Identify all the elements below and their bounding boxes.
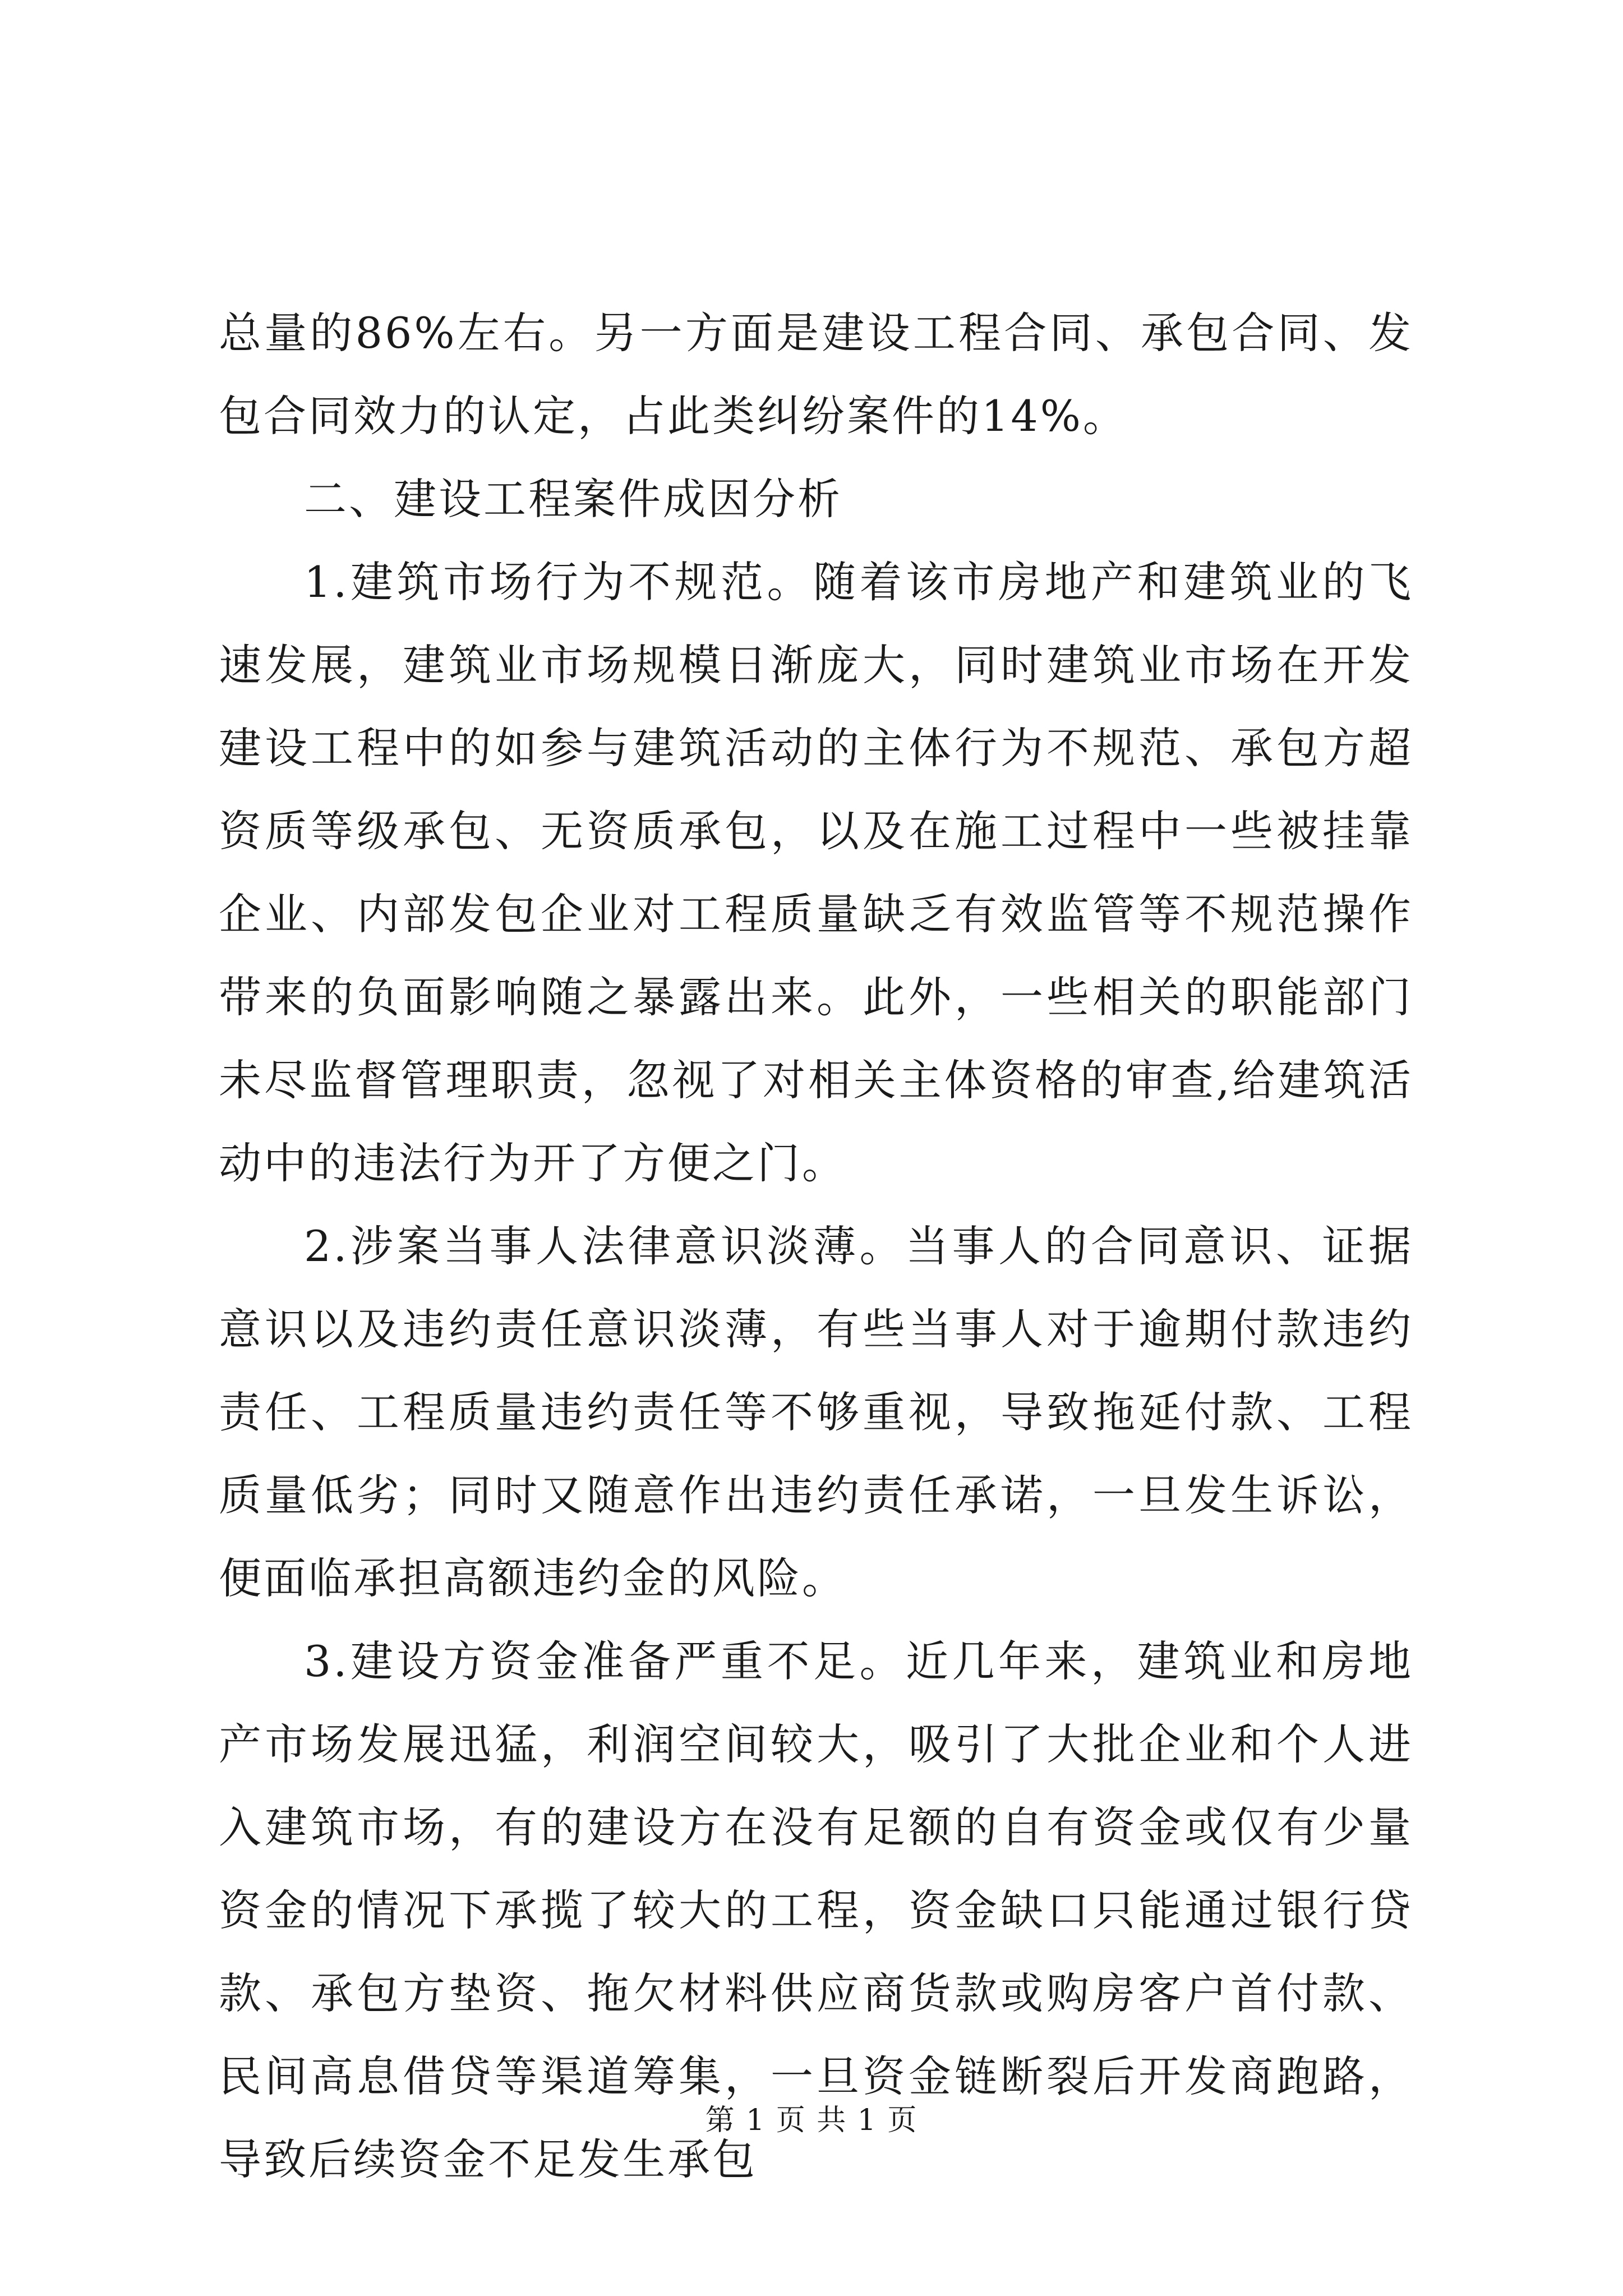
paragraph-point-2: 2.涉案当事人法律意识淡薄。当事人的合同意识、证据意识以及违约责任意识淡薄，有些当事人对于逾期付款违约责任、工程质量违约责任等不够重视，导致拖延付款、工程质量低劣；同时又随意作出违约责任承诺，一旦发生诉讼，便面临承担高额违约金的风险。 [219, 1221, 1413, 1603]
section-heading: 二、建设工程案件成因分析 [304, 474, 842, 524]
paragraph-point-1: 1.建筑市场行为不规范。随着该市房地产和建筑业的飞速发展，建筑业市场规模日渐庞大，同时建筑业市场在开发建设工程中的如参与建筑活动的主体行为不规范、承包方超资质等级承包、无资质承包，以及在施工过程中一些被挂靠企业、内部发包企业对工程质量缺乏有效监管等不规范操作带来的负面影响随之暴露出来。此外，一些相关的职能部门未尽监督管理职责，忽视了对相关主体资格的审查,给建筑活动中的违法行为开了方便之门。 [219, 557, 1413, 1188]
document-body [219, 292, 1413, 2201]
paragraph-point-3: 3.建设方资金准备严重不足。近几年来，建筑业和房地产市场发展迅猛，利润空间较大，吸引了大批企业和个人进入建筑市场，有的建设方在没有足额的自有资金或仅有少量资金的情况下承揽了较大的工程，资金缺口只能通过银行贷款、承包方垫资、拖欠材料供应商货款或购房客户首付款、民间高息借贷等渠道筹集，一旦资金链断裂后开发商跑路，导致后续资金不足发生承包 [219, 1636, 1413, 2184]
page-footer: 第 1 页 共 1 页 [705, 2104, 918, 2137]
paragraph-continuation: 总量的86%左右。另一方面是建设工程合同、承包合同、发包合同效力的认定，占此类纠纷案件的14%。 [219, 308, 1413, 441]
